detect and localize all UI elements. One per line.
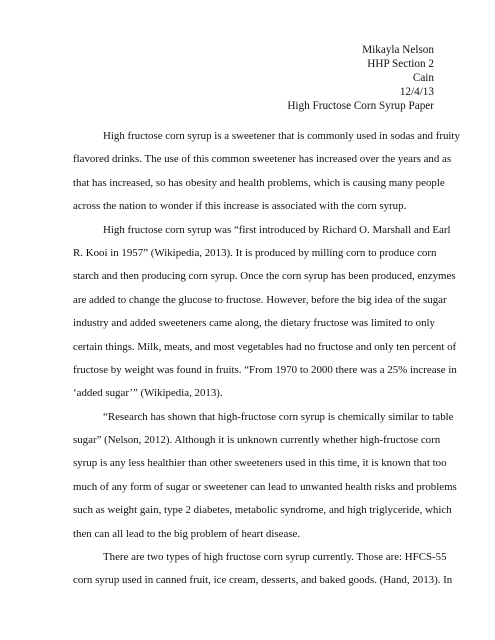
paper-heading — [287, 43, 434, 113]
text-line: syrup is any less healthier than other sweeteners used in this time, it is known that too — [73, 457, 447, 470]
paragraph-4 — [73, 546, 453, 593]
text-line: across the nation to wonder if this increase is associated with the corn syrup. — [73, 200, 407, 213]
paragraph-3 — [73, 406, 457, 546]
text-line: industry and added sweeteners came along, the dietary fructose was limited to only — [73, 317, 436, 330]
text-line: High fructose corn syrup is a sweetener that is commonly used in sodas and fruity — [103, 130, 460, 142]
text-line: corn syrup used in canned fruit, ice cream, desserts, and baked goods. (Hand, 2013). In — [73, 574, 453, 587]
paper-body — [73, 125, 460, 593]
text-line: ‘added sugar’” (Wikipedia, 2013). — [73, 387, 223, 400]
course-section: HHP Section 2 — [367, 58, 434, 71]
text-line: certain things. Milk, meats, and most vegetables had no fructose and only ten percent of — [73, 340, 457, 353]
text-line: “Research has shown that high-fructose corn syrup is chemically similar to table — [103, 410, 454, 423]
text-line: starch and then producing corn syrup. Once the corn syrup has been produced, enzymes — [73, 270, 456, 283]
text-line: sugar” (Nelson, 2012). Although it is unknown currently whether high-fructose corn — [73, 434, 441, 447]
text-line: flavored drinks. The use of this common sweetener has increased over the years and as — [73, 153, 452, 166]
text-line: then can all lead to the big problem of heart disease. — [73, 527, 301, 540]
author-name: Mikayla Nelson — [362, 44, 434, 56]
instructor-name: Cain — [412, 72, 434, 85]
text-line: much of any form of sugar or sweetener can lead to unwanted health risks and problems — [73, 480, 457, 493]
text-line: that has increased, so has obesity and health problems, which is causing many people — [73, 176, 445, 189]
text-line: such as weight gain, type 2 diabetes, metabolic syndrome, and high triglyceride, which — [73, 504, 452, 517]
paragraph-2 — [73, 219, 457, 406]
text-line: fructose by weight was found in fruits. “From 1970 to 2000 there was a 25% increase in — [73, 363, 457, 376]
paper-date: 12/4/13 — [399, 86, 434, 99]
text-line: are added to change the glucose to fructose. However, before the big idea of the sugar — [73, 293, 447, 306]
paragraph-1 — [73, 125, 460, 219]
text-line: R. Kooi in 1957” (Wikipedia, 2013). It is produced by milling corn to produce corn — [73, 246, 437, 259]
text-line: There are two types of high fructose corn syrup currently. Those are: HFCS-55 — [103, 551, 447, 564]
text-line: High fructose corn syrup was “first introduced by Richard O. Marshall and Earl — [103, 223, 451, 236]
paper-title: High Fructose Corn Syrup Paper — [287, 100, 434, 113]
